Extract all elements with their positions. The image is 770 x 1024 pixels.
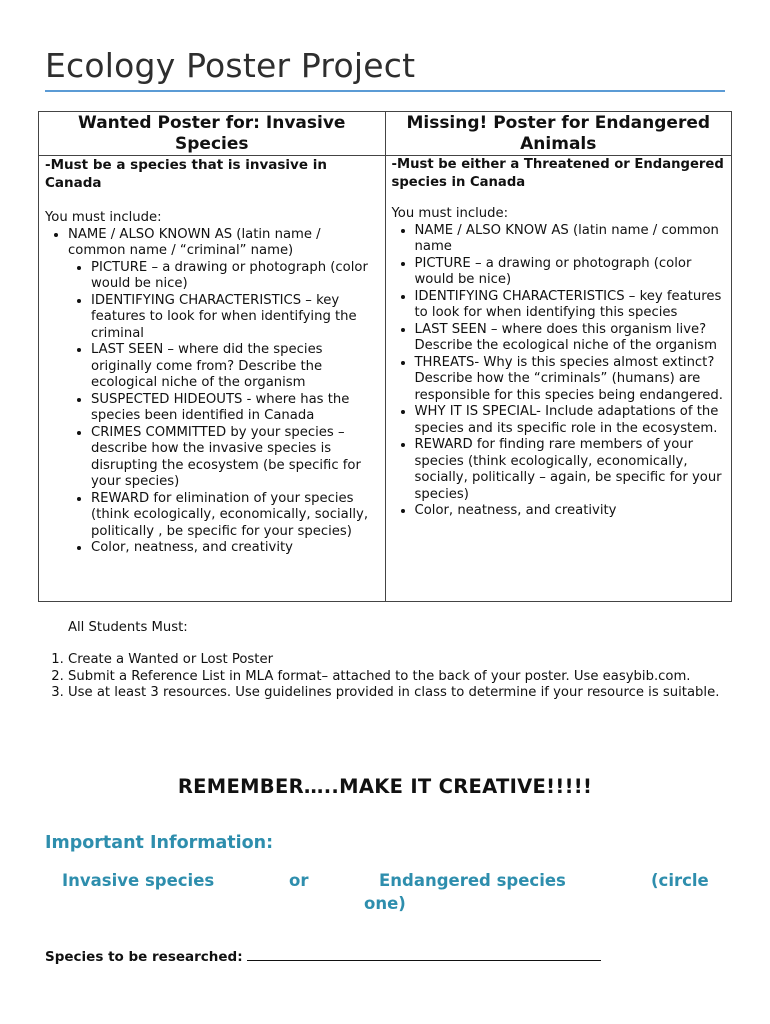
option-or: or (289, 871, 309, 890)
invasive-list (45, 227, 379, 557)
invasive-body-cell (39, 156, 386, 602)
important-heading: Important Information: (45, 833, 274, 853)
invasive-requirement: -Must be a species that is invasive in Canada (45, 157, 327, 191)
list-item: • REWARD for finding rare members of your species (think ecologically, economically, socially, politically – again, be specific for your species) (415, 437, 726, 503)
list-item: • SUSPECTED HIDEOUTS - where has the species been identified in Canada (91, 392, 379, 425)
list-item: • Color, neatness, and creativity (415, 503, 726, 520)
list-item: • Color, neatness, and creativity (91, 540, 379, 557)
invasive-heading-cell (39, 112, 386, 156)
endangered-requirement: -Must be either a Threatened or Endangered species in Canada (391, 157, 724, 190)
list-item: 3. Use at least 3 resources. Use guidelines provided in class to determine if your resource is suitable. (68, 685, 728, 702)
endangered-body-cell (385, 156, 732, 602)
list-item: • PICTURE – a drawing or photograph (color would be nice) (91, 260, 379, 293)
circle-instruction: (circle (651, 871, 709, 890)
list-item (68, 227, 379, 557)
title-underline (45, 90, 725, 92)
invasive-sublist (68, 260, 379, 557)
students-steps (45, 652, 728, 702)
option-endangered[interactable]: Endangered species (379, 871, 566, 890)
endangered-heading-cell (385, 112, 732, 156)
list-item: • PICTURE – a drawing or photograph (color would be nice) (415, 256, 726, 289)
species-researched-line (45, 948, 601, 965)
circle-instruction-end: one) (364, 894, 406, 913)
list-item: • NAME / ALSO KNOW AS (latin name / common name (415, 223, 726, 256)
species-researched-blank[interactable] (247, 948, 601, 961)
list-item: • IDENTIFYING CHARACTERISTICS – key features to look for when identifying the criminal (91, 293, 379, 343)
endangered-heading: Missing! Poster for Endangered Animals (406, 113, 711, 154)
list-item: • THREATS- Why is this species almost extinct? Describe how the “criminals” (humans) are responsible for this species being endangered. (415, 355, 726, 405)
invasive-item-name: NAME / ALSO KNOWN AS (latin name / common name / “criminal” name) (68, 226, 321, 258)
list-item: • LAST SEEN – where did the species originally come from? Describe the ecological niche of the organism (91, 342, 379, 392)
list-item: • IDENTIFYING CHARACTERISTICS – key features to look for when identifying this species (415, 289, 726, 322)
endangered-must-include: You must include: (391, 206, 509, 221)
species-researched-label: Species to be researched: (45, 949, 248, 965)
invasive-must-include: You must include: (45, 210, 162, 225)
students-heading: All Students Must: (68, 620, 188, 635)
page-title: Ecology Poster Project (45, 46, 416, 85)
list-item: • REWARD for elimination of your species (think ecologically, economically, socially, politically , be specific for your species) (91, 491, 379, 541)
list-item: • CRIMES COMMITTED by your species – describe how the invasive species is disrupting the ecosystem (be specific for your species) (91, 425, 379, 491)
invasive-heading: Wanted Poster for: Invasive Species (78, 113, 346, 154)
list-item: • WHY IT IS SPECIAL- Include adaptations of the species and its specific role in the ecosystem. (415, 404, 726, 437)
list-item: 2. Submit a Reference List in MLA format– attached to the back of your poster. Use easybib.com. (68, 669, 728, 686)
endangered-list (392, 223, 726, 520)
remember-banner: REMEMBER…..MAKE IT CREATIVE!!!!! (177, 775, 593, 798)
list-item: 1. Create a Wanted or Lost Poster (68, 652, 728, 669)
list-item: • LAST SEEN – where does this organism live? Describe the ecological niche of the organism (415, 322, 726, 355)
poster-options-table (38, 111, 732, 602)
option-invasive[interactable]: Invasive species (62, 871, 215, 890)
